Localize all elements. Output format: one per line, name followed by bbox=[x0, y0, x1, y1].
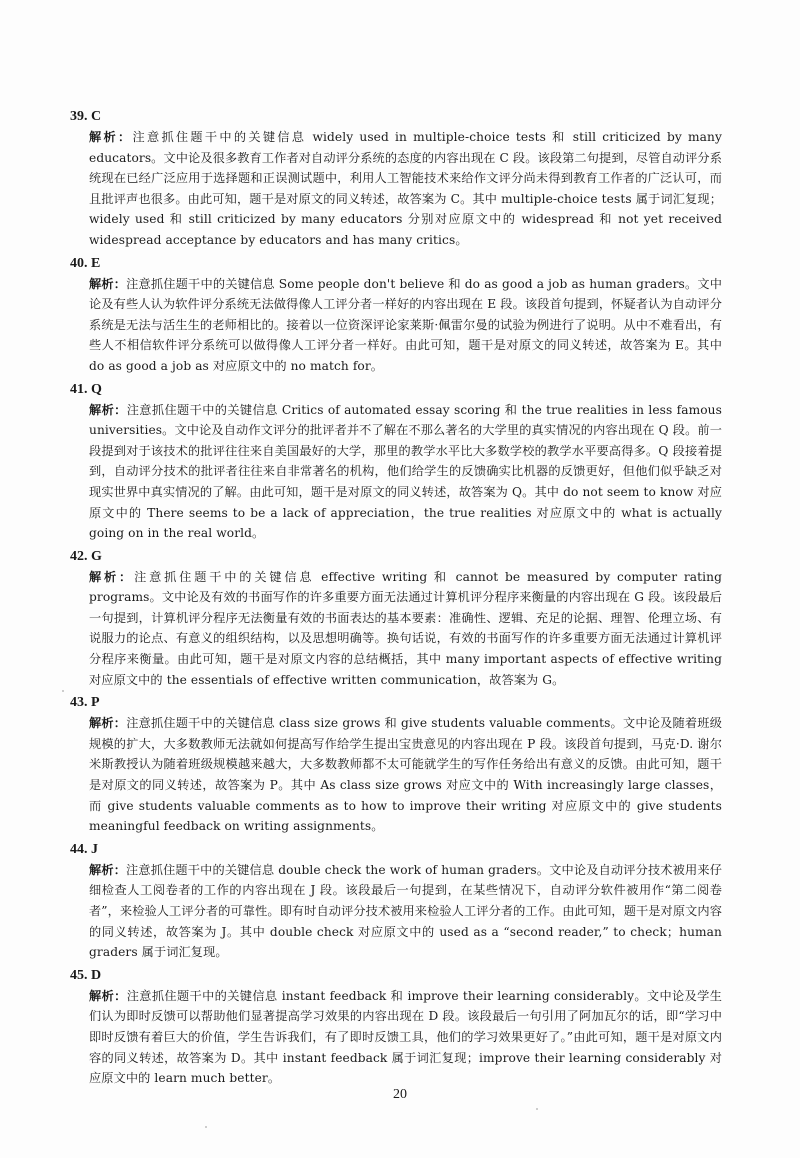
answer-number: 41. Q bbox=[70, 381, 102, 397]
answer-item-45 bbox=[70, 967, 722, 1089]
answer-item-44 bbox=[70, 841, 722, 963]
answer-item-43 bbox=[70, 694, 722, 837]
explanation-text: 注意抓住题干中的关键信息 double check the work of human graders。文中论及自动评分技术被用来仔细检查人工阅卷者的工作的内容出现在 J 段。该段最后一句提到，在某些情况下，自动评分软件被用作“第二阅卷者”，来检验人工评分者的可靠性。即有时自动评分技术被用来检验人工评分者的工作。由此可知，题干是对原文内容的同义转述，故答案为 J。其中 double check 对应原文中的 used as a “second reader,” to check；human graders 属于词汇复现。 bbox=[89, 862, 722, 960]
explanation-text: 注意抓住题干中的关键信息 Critics of automated essay scoring 和 the true realities in less famous universities。文中论及自动作文评分的批评者并不了解在不那么著名的大学里的真实情况的内容出现在 Q 段。前一段提到对于该技术的批评往往来自美国最好的大学，那里的教学水平比大多数学校的教学水平要高得多。Q 段接着提到，自动评分技术的批评者往往来自非常著名的机构，他们给学生的反馈确实比机器的反馈更好，但他们似乎缺乏对现实世界中真实情况的了解。由此可知，题干是对原文的同义转述，故答案为 Q。其中 do not seem to know 对应原文中的 There seems to be a lack of appreciation，the true realities 对应原文中的 what is actually going on in the real world。 bbox=[89, 402, 722, 541]
explanation-label: 解析： bbox=[89, 716, 127, 731]
scan-speck bbox=[62, 690, 64, 692]
answer-item-39 bbox=[70, 108, 722, 251]
answer-number: 40. E bbox=[70, 255, 101, 271]
answer-explanation bbox=[89, 986, 722, 1089]
explanation-label: 解析： bbox=[89, 988, 127, 1003]
explanation-text: 注意抓住题干中的关键信息 instant feedback 和 improve their learning considerably。文中论及学生们认为即时反馈可以帮助他们显著提高学习效果的内容出现在 D 段。该段最后一句引用了阿加瓦尔的话，即“学习中即时反馈有着巨大的价值，学生告诉我们，有了即时反馈工具，他们的学习效果更好了。”由此可知，题干是对原文内容的同义转述，故答案为 D。其中 instant feedback 属于词汇复现；improve their learning considerably 对应原文中的 learn much better。 bbox=[89, 988, 722, 1086]
answer-explanations bbox=[70, 108, 722, 1093]
explanation-text: 注意抓住题干中的关键信息 effective writing 和 cannot be measured by computer rating programs。文中论及有效的书面写作的许多重要方面无法通过计算机评分程序来衡量的内容出现在 G 段。该段最后一句提到，计算机评分程序无法衡量有效的书面表达的基本要素：准确性、逻辑、充足的论据、理智、伦理立场、有说服力的论点、有意义的组织结构，以及思想明确等。换句话说，有效的书面写作的许多重要方面无法通过计算机评分程序来衡量。由此可知，题干是对原文内容的总结概括，其中 many important aspects of effective writing 对应原文中的 the essentials of effective written communication，故答案为 G。 bbox=[89, 569, 722, 687]
explanation-text: 注意抓住题干中的关键信息 class size grows 和 give students valuable comments。文中论及随着班级规模的扩大，大多数教师无法就如何提高写作给学生提出宝贵意见的内容出现在 P 段。该段首句提到，马克·D. 谢尔米斯教授认为随着班级规模越来越大，大多数教师都不太可能就学生的写作任务给出有意义的反馈。由此可知，题干是对原文的同义转述，故答案为 P。其中 As class size grows 对应文中的 With increasingly large classes，而 give students valuable comments as to how to improve their writing 对应原文中的 give students meaningful feedback on writing assignments。 bbox=[89, 716, 722, 834]
answer-number: 43. P bbox=[70, 695, 100, 711]
explanation-text: 注意抓住题干中的关键信息 Some people don't believe 和 do as good a job as human graders。文中论及有些人认为软件评分系统无法做得像人工评分者一样好的内容出现在 E 段。该段首句提到，怀疑者认为自动评分系统是无法与活生生的老师相比的。接着以一位资深评论家莱斯·佩雷尔曼的试验为例进行了说明。从中不难看出，有些人不相信软件评分系统可以做得像人工评分者一样好。由此可知，题干是对原文的同义转述，故答案为 E。其中 do as good a job as 对应原文中的 no match for。 bbox=[89, 276, 723, 373]
answer-number: 39. C bbox=[70, 109, 102, 124]
answer-number: 42. G bbox=[70, 548, 102, 564]
answer-number: 45. D bbox=[70, 967, 102, 983]
answer-item-40 bbox=[70, 255, 722, 377]
answer-explanation bbox=[89, 713, 722, 837]
explanation-label: 解析： bbox=[89, 862, 127, 877]
answer-explanation bbox=[89, 127, 722, 251]
explanation-label: 解析： bbox=[89, 402, 127, 417]
answer-explanation bbox=[89, 274, 722, 377]
explanation-text: 注意抓住题干中的关键信息 widely used in multiple-choice tests 和 still criticized by many educators。文中论及很多教育工作者对自动评分系统的态度的内容出现在 C 段。该段第二句提到，尽管自动评分系统现在已经广泛应用于选择题和正误测试题中，利用人工智能技术来给作文评分尚未得到教育工作者的广泛认可，而且批评声也很多。由此可知，题干是对原文的同义转述，故答案为 C。其中 multiple-choice tests 属于词汇复现；widely used 和 still criticized by many educators 分别对应原文中的 widespread 和 not yet received widespread acceptance by educators and has many critics。 bbox=[89, 130, 722, 247]
explanation-label: 解析： bbox=[89, 130, 133, 144]
scan-speck bbox=[205, 1126, 207, 1128]
scan-speck bbox=[536, 1108, 538, 1110]
answer-explanation bbox=[89, 860, 722, 963]
answer-explanation bbox=[89, 567, 722, 691]
answer-item-42 bbox=[70, 548, 722, 691]
answer-number: 44. J bbox=[70, 841, 98, 857]
page-number: 20 bbox=[393, 1087, 407, 1102]
explanation-label: 解析： bbox=[89, 276, 127, 291]
answer-explanation bbox=[89, 400, 722, 544]
explanation-label: 解析： bbox=[89, 569, 135, 584]
answer-item-41 bbox=[70, 381, 722, 544]
